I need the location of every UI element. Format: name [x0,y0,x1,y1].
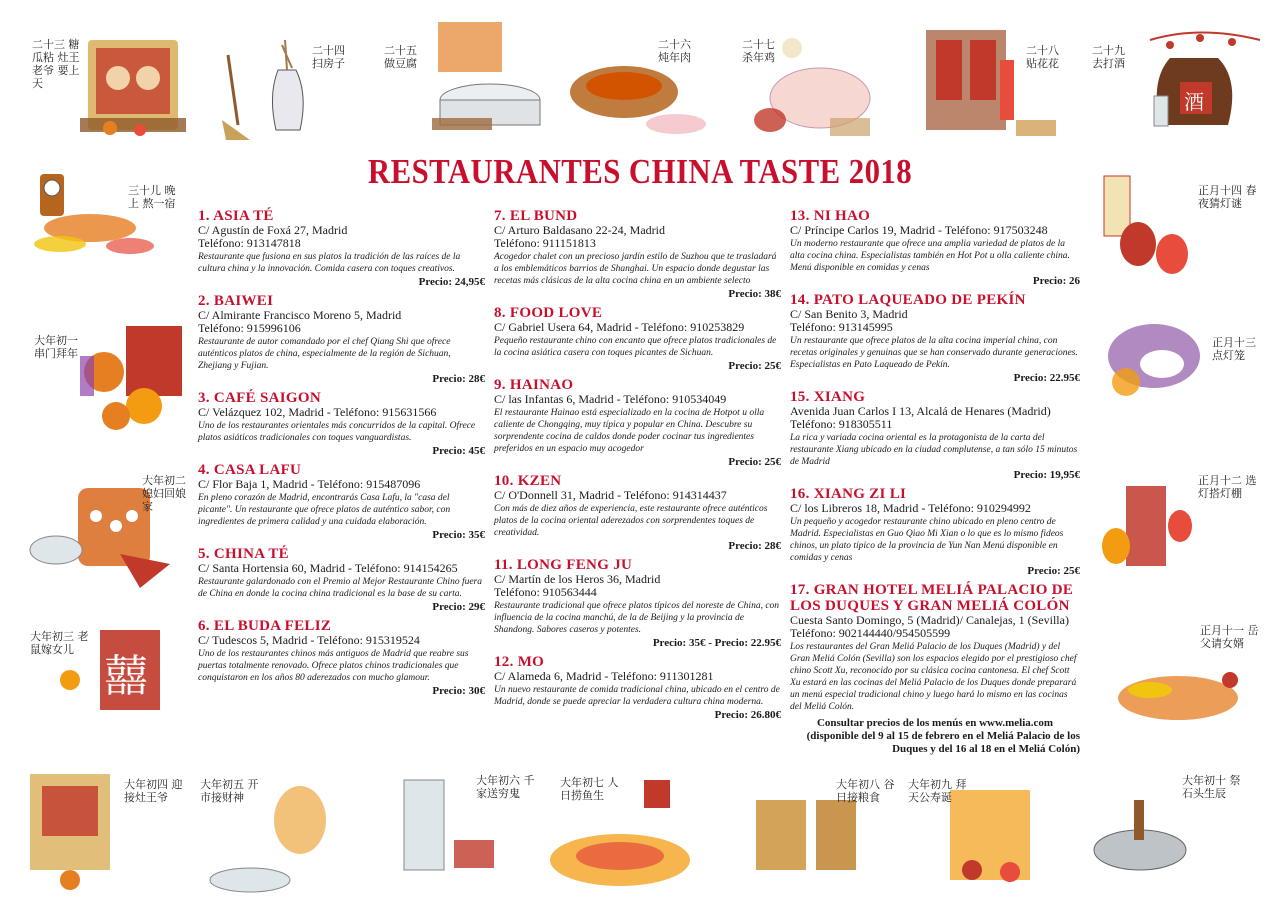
label-top-7: 二十九 去打酒 [1092,44,1125,70]
restaurant-description: Uno de los restaurantes chinos más antiguos de Madrid que reabre sus puertas totalmente renovado. Ofrece platos chinos tradicionales que conquistaron en los años 80 aderezados con mucho glamour. [198,649,469,683]
restaurant-address-phone: C/ Velázquez 102, Madrid - Teléfono: 915631566 [198,405,437,419]
restaurant-name: 1. ASIA TÉ [198,208,274,224]
restaurant-name: 9. HAINAO [494,377,574,393]
label-left-3: 大年初二 媳妇回娘家 [142,474,186,513]
restaurant-description: Un moderno restaurante que ofrece una amplia variedad de platos de la alta cocina china. Especialistas también en Hot Pot u olla caliente china. Menú disponible en comidas y cenas [790,239,1070,273]
restaurant-column-2 [494,208,781,726]
restaurant-name: 7. EL BUND [494,208,578,224]
restaurant-description: Pequeño restaurante chino con encanto que ofrece platos tradicionales de la cocina asiática casera con toques picantes de Sichuan. [494,336,777,358]
restaurant-phone: Teléfono: 915996106 [198,321,301,335]
restaurant-price: Precio: 25€ [728,360,781,372]
restaurant-phone: Teléfono: 918305511 [790,417,893,431]
restaurant-description: Restaurante de autor comandado por el chef Qiang Shi que ofrece auténticos platos de china, especialmente de la región de Sichuan, Zhejiang y Fujian. [198,337,451,371]
page-title: RESTAURANTES CHINA TASTE 2018 [367,152,913,191]
label-bottom-1: 大年初四 迎接灶王爷 [124,778,183,804]
illustration-top-row [0,0,1280,150]
restaurant-phone: Teléfono: 913147818 [198,236,301,250]
label-bottom-4: 大年初七 人日捞鱼生 [560,776,619,802]
restaurant-address: C/ Agustín de Foxá 27, Madrid [198,223,348,237]
label-left-4: 大年初三 老鼠嫁女儿 [30,630,89,656]
rabbit-lantern-illustration [1108,324,1200,396]
illustration-left-column [0,160,190,760]
label-bottom-7: 大年初十 祭石头生辰 [1182,774,1241,800]
millstone-illustration [1094,800,1186,870]
restaurant-name: 11. LONG FENG JU [494,557,633,573]
restaurant-column-3 [790,208,1080,756]
restaurant-entry [494,208,781,301]
restaurant-address-phone: C/ O'Donnell 31, Madrid - Teléfono: 914314437 [494,488,727,502]
restaurant-entry [198,462,485,542]
restaurant-address-phone: C/ los Libreros 18, Madrid - Teléfono: 910294992 [790,501,1031,515]
label-bottom-2: 大年初五 开市接财神 [200,778,259,804]
restaurant-entry [198,546,485,614]
restaurant-price: Precio: 26 [1032,275,1080,287]
label-top-6: 二十八 贴花花 [1026,44,1059,70]
restaurant-price: Precio: 30€ [432,685,485,697]
restaurant-price: Precio: 26.80€ [714,709,781,721]
restaurant-address: C/ Almirante Francisco Moreno 5, Madrid [198,308,402,322]
restaurant-address-phone: C/ las Infantas 6, Madrid - Teléfono: 910534049 [494,392,727,406]
restaurant-address: C/ San Benito 3, Madrid [790,307,908,321]
broom-vase-illustration [222,40,303,140]
new-year-gifts-illustration [80,326,182,430]
restaurant-description: Los restaurantes del Gran Meliá Palacio de los Duques (Madrid) y del Gran Meliá Colón (Sevilla) son los espacios elegido por el prestigioso chef chino Scott Xu, reconocido por su clásica cocina cantonesa. El chef Scott Xu estará en las cocinas del Meliá Palacio de los Duques donde preparará un menú especial tradicional chino y luego hará lo mismo en las cocinas del Meliá Colón. [790,642,1077,712]
tofu-mill-illustration [432,22,540,130]
restaurant-description: La rica y variada cocina oriental es la protagonista de la carta del restaurante Xiang ubicado en la ciudad complutense, a tan sólo 15 minutos de Madrid [790,433,1078,467]
restaurant-price: Precio: 29€ [432,601,485,613]
restaurant-entry [790,582,1080,713]
restaurant-description: Restaurante tradicional que ofrece platos típicos del noreste de China, con influencia de la cocina manchú, de la de Beijing y la provincia de Shandong. Sabores caseros y potentes. [494,601,780,635]
label-left-2: 大年初一 串门拜年 [34,334,78,360]
restaurant-name: 6. EL BUDA FELIZ [198,618,332,634]
restaurant-address: Cuesta Santo Domingo, 5 (Madrid)/ Canalejas, 1 (Sevilla) [790,613,1069,627]
restaurant-description: Un nuevo restaurante de comida tradicional china, ubicado en el centro de Madrid, donde se puede apreciar la verdadera cultura china moderna. [494,685,780,707]
restaurant-entry [494,473,781,553]
restaurant-price: Precio: 45€ [432,445,485,457]
restaurant-price: Precio: 19,95€ [1013,469,1080,481]
label-bottom-5: 大年初八 谷日接粮食 [836,778,895,804]
restaurant-price: Precio: 35€ - Precio: 22.95€ [652,637,781,649]
restaurant-address-phone: C/ Flor Baja 1, Madrid - Teléfono: 915487096 [198,477,421,491]
restaurant-description: Restaurante galardonado con el Premio al Mejor Restaurante Chino fuera de China en donde la cocina china tradicional es la base de su carta. [198,577,482,599]
restaurant-description: Uno de los restaurantes orientales más concurridos de la capital. Ofrece platos asiáticos tradicionales con toques vanguardistas. [198,421,476,443]
footnote-line-2: (disponible del 9 al 15 de febrero en el Meliá Palacio de los Duques y del 16 al 18 en el Meliá Colón) [806,730,1080,755]
label-top-4: 二十六 炖年肉 [658,38,691,64]
restaurant-price: Precio: 24,95€ [418,276,485,288]
restaurant-price: Precio: 25€ [728,456,781,468]
restaurant-column-1 [198,208,485,702]
restaurant-name: 4. CASA LAFU [198,462,302,478]
restaurant-name: 10. KZEN [494,473,562,489]
restaurant-name: 15. XIANG [790,389,866,405]
menu-footnote [790,717,1080,756]
label-left-1: 三十儿 晚上 熬一宿 [128,184,176,210]
restaurant-entry [494,377,781,469]
restaurant-description: Un pequeño y acogedor restaurante chino ubicado en pleno centro de Madrid. Especialistas en Guo Qiao Mi Xian o lo que es lo mismo fideos chinos, un plato típico de la provincia de Yun Nan Menú disponible en comidas y cenas [790,517,1064,563]
restaurant-description: En pleno corazón de Madrid, encontrarás Casa Lafu, la "casa del picante". Un restaurante que ofrece platos de auténtico sabor, con ingredientes de primera calidad y una cuidada elaboración. [198,493,451,527]
grain-baskets-illustration [756,800,856,870]
restaurant-entry [790,208,1080,288]
wine-jar-char: 酒 [1184,90,1204,114]
restaurant-price: Precio: 35€ [432,529,485,541]
label-top-3: 二十五 做豆腐 [384,44,417,70]
braised-meat-illustration [570,66,706,134]
restaurant-phone: Teléfono: 910563444 [494,585,597,599]
restaurant-address-phone: C/ Gabriel Usera 64, Madrid - Teléfono: 910253829 [494,320,745,334]
label-right-4: 正月十一 岳父请女婿 [1200,624,1259,650]
restaurant-name: 17. GRAN HOTEL MELIÁ PALACIO DE LOS DUQUES Y GRAN MELIÁ COLÓN [790,582,1074,614]
illustration-bottom-row [0,760,1280,905]
restaurant-entry [494,305,781,373]
restaurant-address: Avenida Juan Carlos I 13, Alcalá de Henares (Madrid) [790,404,1051,418]
restaurant-address-phone: C/ Príncipe Carlos 19, Madrid - Teléfono: 917503248 [790,223,1048,237]
restaurant-name: 8. FOOD LOVE [494,305,603,321]
label-right-2: 正月十三 点灯笼 [1212,336,1256,362]
restaurant-entry [198,293,485,386]
restaurant-description: Un restaurante que ofrece platos de la alta cocina imperial china, con recetas originales y genuinas que se han conservado durante generaciones. Especialistas en Pato Laqueado de Pekín. [790,336,1078,370]
restaurant-name: 12. MO [494,654,545,670]
restaurant-name: 14. PATO LAQUEADO DE PEKÍN [790,292,1026,308]
label-right-3: 正月十二 选灯搭灯棚 [1198,474,1257,500]
restaurant-phone: Teléfono: 913145995 [790,320,893,334]
restaurant-entry [198,208,485,289]
restaurant-price: Precio: 28€ [432,373,485,385]
restaurant-name: 5. CHINA TÉ [198,546,289,562]
restaurant-entry [494,654,781,722]
restaurant-address: C/ Arturo Baldasano 22-24, Madrid [494,223,665,237]
label-right-1: 正月十四 春夜猜灯谜 [1198,184,1257,210]
label-top-2: 二十四 扫房子 [312,44,345,70]
label-bottom-3: 大年初六 千家送穷鬼 [476,774,535,800]
restaurant-price: Precio: 28€ [728,540,781,552]
double-happiness-char: 囍 [104,651,148,702]
restaurant-entry [790,486,1080,578]
restaurant-entry [198,618,485,698]
restaurant-description: Con más de diez años de experiencia, este restaurante ofrece auténticos platos de la cocina oriental aderezados con sorprendentes toques de creatividad. [494,504,768,538]
feast-table-illustration [1118,672,1238,720]
label-top-5: 二十七 杀年鸡 [742,38,775,64]
restaurant-entry [494,557,781,650]
illustration-right-column [1090,160,1280,760]
restaurant-price: Precio: 22.95€ [1013,372,1080,384]
restaurant-name: 3. CAFÉ SAIGON [198,390,321,406]
restaurant-price: Precio: 38€ [728,288,781,300]
restaurant-entry [790,292,1080,385]
shrine-illustration [80,40,186,136]
restaurant-entry [198,390,485,458]
label-top-1: 二十三 糖瓜粘 灶王老爷 要上天 [32,38,80,90]
restaurant-address-phone: C/ Santa Hortensia 60, Madrid - Teléfono: 914154265 [198,561,458,575]
restaurant-entry [790,389,1080,482]
restaurant-description: Restaurante que fusiona en sus platos la tradición de las raíces de la cultura china y la innovación. Comida casera con toques creativos. [198,252,461,274]
kitchen-god-return-illustration [30,774,110,890]
restaurant-name: 13. NI HAO [790,208,871,224]
wine-jar-illustration [1150,33,1260,127]
hanging-lanterns-illustration [1102,486,1192,566]
restaurant-description: El restaurante Hainao está especializado en la cocina de Hotpot u olla caliente de Chongqing, muy típica y popular en China. Descubre su sorprendente cocina de caldos donde poder cocinar tus ingredientes preferidos en un espacio muy acogedor [494,408,765,454]
restaurant-phone: Teléfono: 911151813 [494,236,596,250]
restaurant-name: 2. BAIWEI [198,293,274,309]
restaurant-address-phone: C/ Tudescos 5, Madrid - Teléfono: 915319524 [198,633,420,647]
restaurant-description: Acogedor chalet con un precioso jardín estilo de Suzhou que te trasladará a los emblemáticos barrios de Shanghai. Un espacio donde degustar las recetas más clásicas de la alta cocina china en un ambiente selecto [494,252,777,286]
restaurant-name: 16. XIANG ZI LI [790,486,907,502]
label-bottom-6: 大年初九 拜天公寿诞 [908,778,967,804]
restaurant-price: Precio: 25€ [1027,565,1080,577]
restaurant-phone: Teléfono: 902144440/954505599 [790,626,951,640]
footnote-line-1: Consultar precios de los menús en www.melia.com [816,717,1054,729]
restaurant-address: C/ Martín de los Heros 36, Madrid [494,572,661,586]
restaurant-address-phone: C/ Alameda 6, Madrid - Teléfono: 911301281 [494,669,714,683]
